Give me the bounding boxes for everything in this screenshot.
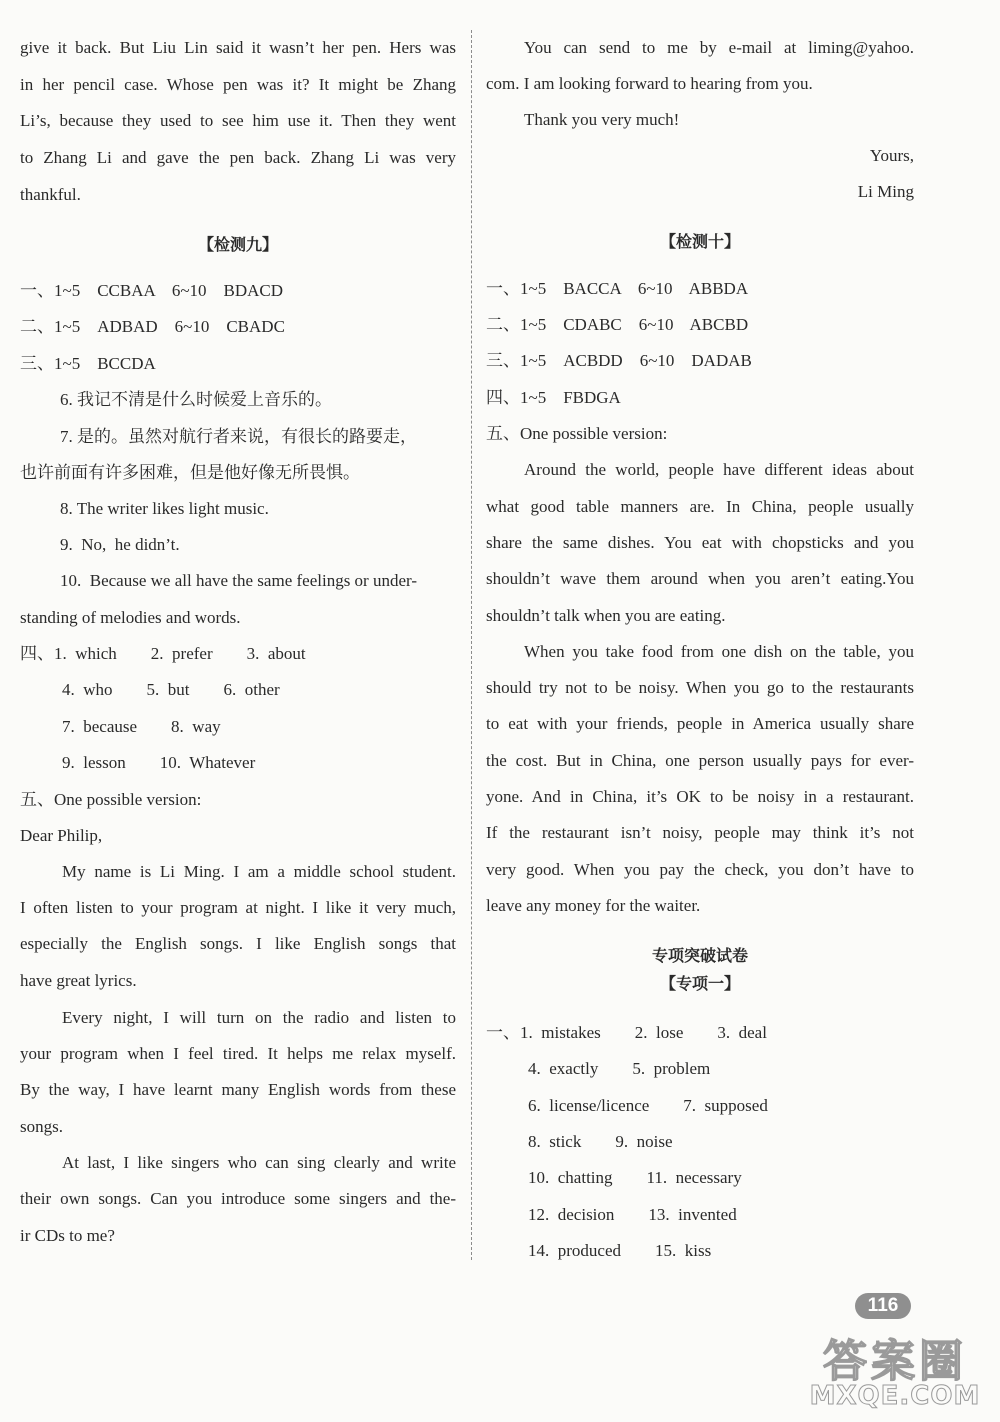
text-line: When you take food from one dish on the table, you bbox=[524, 642, 914, 661]
text-line: At last, I like singers who can sing clearly and write bbox=[62, 1153, 456, 1172]
text-line: especially the English songs. I like English songs that bbox=[20, 934, 456, 953]
text-line: If the restaurant isn’t noisy, people may think it’s not bbox=[486, 823, 914, 842]
text-line: to eat with your friends, people in America usually share bbox=[486, 714, 914, 733]
answer-line: 6. license/licence 7. supposed bbox=[528, 1096, 768, 1115]
section-heading: 【专项一】 bbox=[659, 974, 740, 993]
text-line: shouldn’t talk when you are eating. bbox=[486, 606, 726, 625]
answer-line: 三、1~5 ACBDD 6~10 DADAB bbox=[486, 351, 752, 370]
answer-line: 三、1~5 BCCDA bbox=[20, 354, 156, 373]
letter-salutation: Dear Philip, bbox=[20, 826, 103, 845]
answer-line: 一、1. mistakes 2. lose 3. deal bbox=[486, 1023, 767, 1042]
watermark-logo bbox=[800, 1325, 990, 1415]
answer-line: 10. chatting 11. necessary bbox=[528, 1168, 742, 1187]
answer-line: 12. decision 13. invented bbox=[528, 1205, 737, 1224]
text-line: songs. bbox=[20, 1117, 63, 1136]
section-heading: 【检测十】 bbox=[659, 232, 740, 251]
answer-line: 四、1. which 2. prefer 3. about bbox=[20, 644, 306, 663]
answer-line: 4. exactly 5. problem bbox=[528, 1059, 711, 1078]
text-line: in her pencil case. Whose pen was it? It might be Zhang bbox=[20, 75, 456, 94]
watermark-title: 答案圈 bbox=[823, 1336, 967, 1387]
column-divider bbox=[471, 30, 472, 1260]
text-line: thankful. bbox=[20, 185, 81, 204]
section-title: 专项突破试卷 bbox=[651, 946, 748, 965]
text-line: very good. When you pay the check, you don’t have to bbox=[486, 860, 914, 879]
text-line: give it back. But Liu Lin said it wasn’t her pen. Hers was bbox=[20, 38, 456, 57]
text-line: yone. And in China, it’s OK to be noisy in a restaurant. bbox=[486, 787, 914, 806]
answer-line: standing of melodies and words. bbox=[20, 608, 241, 627]
text-line: I often listen to your program at night. I like it very much, bbox=[20, 898, 456, 917]
answer-line: 一、1~5 CCBAA 6~10 BDACD bbox=[20, 281, 284, 300]
answer-line: 也许前面有许多困难，但是他好像无所畏惧。 bbox=[20, 463, 360, 482]
text-line: Thank you very much! bbox=[524, 110, 680, 129]
answer-line: 10. Because we all have the same feelings or under- bbox=[60, 571, 417, 590]
answer-line: 二、1~5 ADBAD 6~10 CBADC bbox=[20, 317, 285, 336]
answer-line: 4. who 5. but 6. other bbox=[62, 680, 280, 699]
text-line: share the same dishes. You eat with chopsticks and you bbox=[486, 533, 914, 552]
text-line: Li’s, because they used to see him use it. Then they went bbox=[20, 111, 456, 130]
watermark-url: MXQE.COM bbox=[809, 1381, 981, 1411]
text-line: My name is Li Ming. I am a middle school student. bbox=[62, 862, 456, 881]
letter-closing: Yours, bbox=[869, 146, 914, 165]
page-number: 116 bbox=[855, 1293, 911, 1319]
text-line: the cost. But in China, one person usually pays for ever- bbox=[486, 751, 914, 770]
text-line: have great lyrics. bbox=[20, 971, 137, 990]
answer-line: 7. 是的。虽然对航行者来说，有很长的路要走， bbox=[60, 427, 417, 446]
text-line: shouldn’t wave them around when you aren’t eating.You bbox=[486, 569, 914, 588]
answer-line: 9. No, he didn’t. bbox=[60, 535, 180, 554]
answer-line: 二、1~5 CDABC 6~10 ABCBD bbox=[486, 315, 749, 334]
text-line: should try not to be noisy. When you go to the restaurants bbox=[486, 678, 914, 697]
answer-line: 6. 我记不清是什么时候爱上音乐的。 bbox=[60, 390, 332, 409]
answer-line: 8. The writer likes light music. bbox=[60, 499, 269, 518]
answer-line: 14. produced 15. kiss bbox=[528, 1241, 712, 1260]
text-line: your program when I feel tired. It helps me relax myself. bbox=[20, 1044, 456, 1063]
text-line: By the way, I have learnt many English words from these bbox=[20, 1080, 456, 1099]
text-line: You can send to me by e-mail at liming@yahoo. bbox=[524, 38, 914, 57]
text-line: to Zhang Li and gave the pen back. Zhang Li was very bbox=[20, 148, 456, 167]
text-line: leave any money for the waiter. bbox=[486, 896, 701, 915]
answer-line: 四、1~5 FBDGA bbox=[486, 388, 621, 407]
answer-line: 7. because 8. way bbox=[62, 717, 221, 736]
text-line: com. I am looking forward to hearing from you. bbox=[486, 74, 813, 93]
text-line: ir CDs to me? bbox=[20, 1226, 115, 1245]
section-heading: 【检测九】 bbox=[197, 235, 278, 254]
text-line: Around the world, people have different ideas about bbox=[524, 460, 914, 479]
text-line: what good table manners are. In China, people usually bbox=[486, 497, 914, 516]
answer-line: 一、1~5 BACCA 6~10 ABBDA bbox=[486, 279, 749, 298]
text-line: Every night, I will turn on the radio and listen to bbox=[62, 1008, 456, 1027]
answer-line: 9. lesson 10. Whatever bbox=[62, 753, 256, 772]
letter-signature: Li Ming bbox=[857, 182, 914, 201]
answer-line: 8. stick 9. noise bbox=[528, 1132, 673, 1151]
section-label: 五、One possible version: bbox=[20, 790, 202, 809]
text-line: their own songs. Can you introduce some singers and the- bbox=[20, 1189, 456, 1208]
section-label: 五、One possible version: bbox=[486, 424, 668, 443]
